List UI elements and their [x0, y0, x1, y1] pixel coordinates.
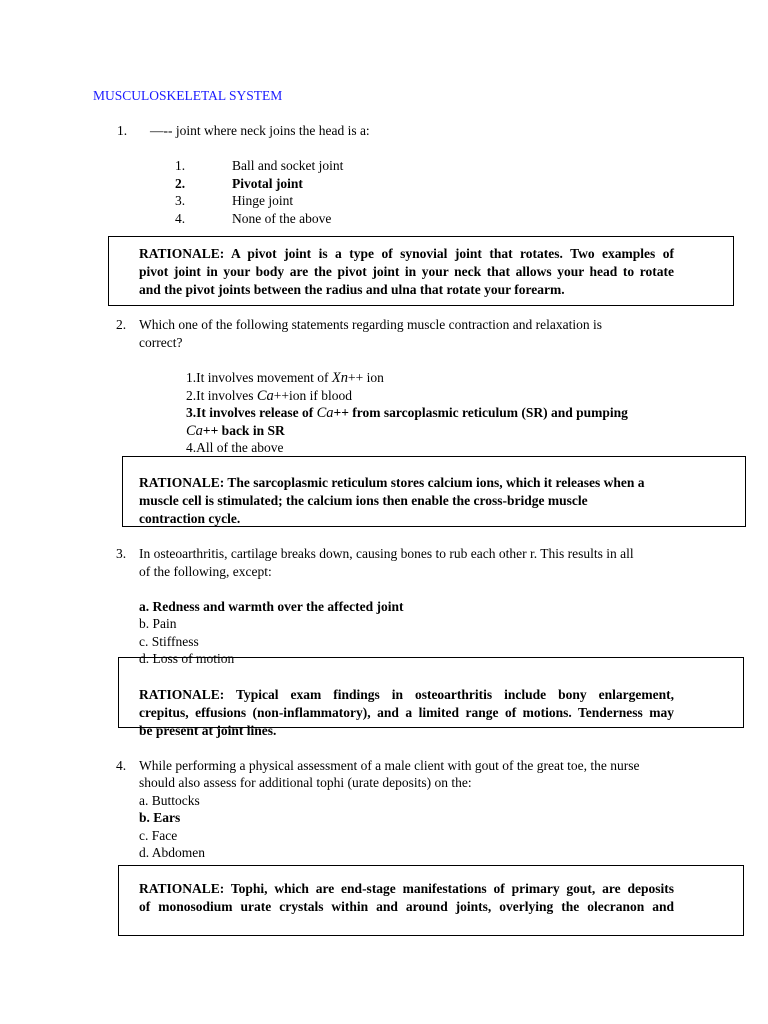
option-text: None of the above	[232, 211, 332, 226]
option-text: c. Face	[139, 828, 178, 843]
rationale-text: RATIONALE: Typical exam findings in osteoarthritis include bony enlargement, crepitus, effusions (non-inflammatory), and a limited range of motions. Tenderness may be present at joint lines.	[139, 687, 674, 738]
rationale-text: RATIONALE: The sarcoplasmic reticulum stores calcium ions, which it releases when a muscle cell is stimulated; the calcium ions then enable the cross-bridge muscle contraction cycle.	[139, 475, 645, 526]
option-text-correct: b. Ears	[139, 810, 181, 825]
option-text-correct: Pivotal joint	[232, 176, 303, 191]
question-number: 1.	[117, 123, 128, 138]
question-stem-line: should also assess for additional tophi (urate deposits) on the:	[139, 775, 472, 790]
page-title: MUSCULOSKELETAL SYSTEM	[93, 88, 283, 103]
question-stem-line: Which one of the following statements regarding muscle contraction and relaxation is	[139, 317, 602, 332]
option-text: b. Pain	[139, 616, 177, 631]
rationale-text: RATIONALE: A pivot joint is a type of synovial joint that rotates. Two examples of pivot joint in your body are the pivot joint in your neck that allows your head to rotate and the pivot joints between the radius and ulna that rotate your forearm.	[139, 246, 674, 297]
option-number: 1.	[175, 158, 186, 173]
option-text: Ball and socket joint	[232, 158, 344, 173]
option-text: Hinge joint	[232, 193, 294, 208]
question-stem: —-- joint where neck joins the head is a:	[150, 123, 370, 138]
option-text: a. Buttocks	[139, 793, 200, 808]
question-stem-line: While performing a physical assessment of a male client with gout of the great toe, the nurse	[139, 758, 640, 773]
option-text-correct: a. Redness and warmth over the affected joint	[139, 599, 404, 614]
question-stem-line: of the following, except:	[139, 564, 272, 579]
option-text-correct: 3.It involves release of Ca++ from sarcoplasmic reticulum (SR) and pumping	[186, 405, 628, 421]
option-number-correct: 2.	[175, 176, 186, 191]
question-number: 2.	[116, 317, 127, 332]
option-text: d. Loss of motion	[139, 651, 235, 666]
question-stem-line: correct?	[139, 335, 183, 350]
option-number: 4.	[175, 211, 186, 226]
option-text: 4.All of the above	[186, 440, 284, 455]
question-stem-line: In osteoarthritis, cartilage breaks down, causing bones to rub each other r. This results in all	[139, 546, 634, 561]
option-number: 3.	[175, 193, 186, 208]
option-text: d. Abdomen	[139, 845, 205, 860]
option-text: 2.It involves Ca++ion if blood	[186, 388, 353, 404]
rationale-text: RATIONALE: Tophi, which are end-stage manifestations of primary gout, are deposits of monosodium urate crystals within and around joints, overlying the olecranon and	[139, 881, 674, 914]
option-text: 1.It involves movement of Xn++ ion	[186, 370, 384, 386]
question-number: 4.	[116, 758, 127, 773]
option-text-correct-cont: Ca++ back in SR	[186, 423, 285, 439]
question-number: 3.	[116, 546, 127, 561]
option-text: c. Stiffness	[139, 634, 199, 649]
